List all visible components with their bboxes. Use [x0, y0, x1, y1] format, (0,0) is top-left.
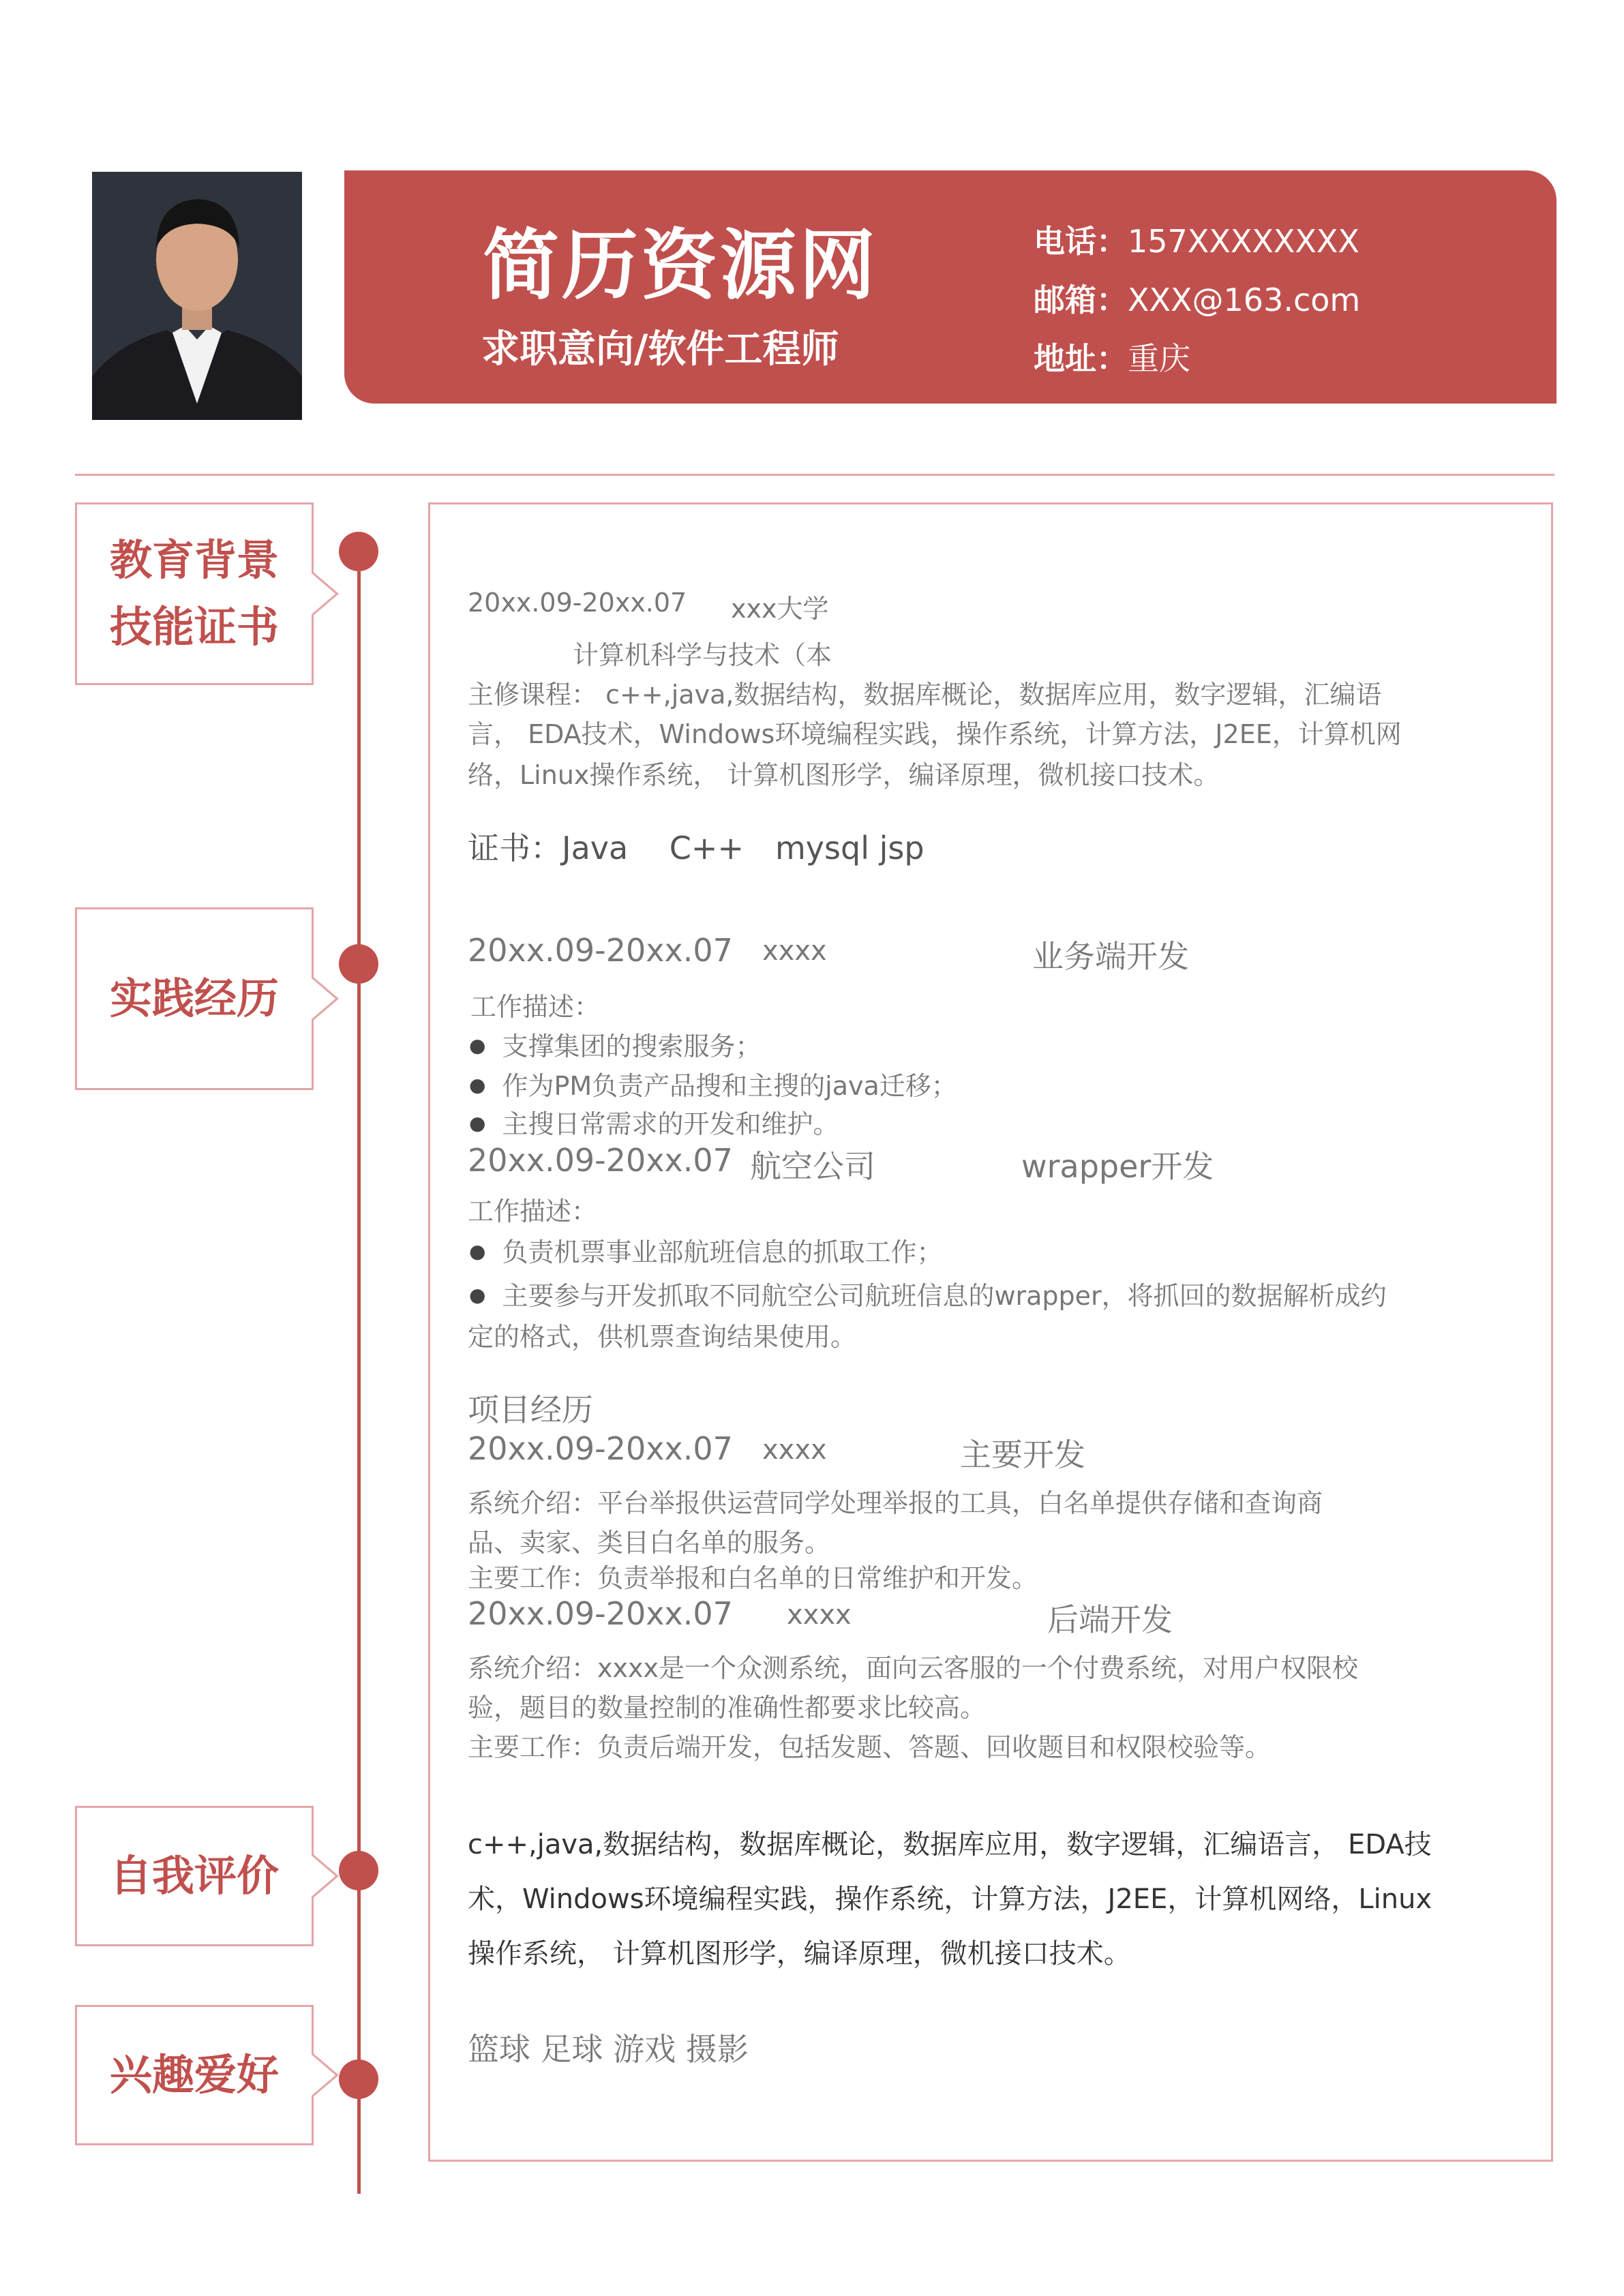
project-line: 验，题目的数量控制的准确性都要求比较高。: [468, 1693, 987, 1723]
certificates: 证书：Java C++ mysql jsp: [468, 830, 924, 866]
self-eval-line: 操作系统， 计算机图形学，编译原理，微机接口技术。: [468, 1938, 1131, 1969]
section-tag-practice: 实践经历: [75, 907, 314, 1090]
project-period: 20xx.09-20xx.07: [468, 1595, 733, 1632]
contact-phone: 电话：157XXXXXXXX: [1034, 223, 1359, 260]
projects-title: 项目经历: [468, 1391, 593, 1428]
hobbies-text: 篮球 足球 游戏 摄影: [468, 2031, 749, 2068]
work-bullet: ● 主要参与开发抓取不同航空公司航班信息的wrapper，将抓回的数据解析成约: [469, 1275, 1387, 1312]
work-desc-label: 工作描述：: [470, 992, 601, 1022]
section-tag-hobbies: 兴趣爱好: [75, 2005, 314, 2145]
timeline-line: [357, 551, 361, 2194]
work-company: 航空公司: [750, 1148, 875, 1185]
work-company: xxxx: [762, 935, 827, 967]
work-role: wrapper开发: [1021, 1148, 1214, 1185]
project-role: 后端开发: [1047, 1601, 1173, 1638]
work-bullet: ● 作为PM负责产品搜和主搜的java迁移；: [469, 1065, 957, 1102]
timeline-dot: [339, 2059, 378, 2099]
divider: [75, 474, 1554, 476]
work-role: 业务端开发: [1032, 938, 1189, 975]
timeline-dot: [339, 532, 378, 571]
project-line: 品、卖家、类目白名单的服务。: [468, 1528, 831, 1558]
project-period: 20xx.09-20xx.07: [468, 1430, 733, 1467]
education-school: xxx大学: [731, 594, 829, 624]
work-period: 20xx.09-20xx.07: [468, 932, 733, 969]
project-line: 主要工作：负责举报和白名单的日常维护和开发。: [468, 1563, 1038, 1593]
work-continuation: 定的格式，供机票查询结果使用。: [468, 1322, 857, 1352]
education-courses-line: 言， EDA技术，Windows环境编程实践，操作系统，计算方法，J2EE，计算机网: [468, 719, 1402, 749]
candidate-name: 简历资源网: [483, 222, 878, 310]
timeline-dot: [339, 944, 378, 984]
self-eval-line: c++,java,数据结构，数据库概论，数据库应用，数字逻辑，汇编语言， EDA技: [468, 1829, 1432, 1860]
contact-address: 地址：重庆: [1034, 340, 1190, 377]
work-bullet: ● 主搜日常需求的开发和维护。: [469, 1103, 839, 1141]
section-tag-self-eval: 自我评价: [75, 1806, 314, 1946]
project-line: 系统介绍：xxxx是一个众测系统，面向云客服的一个付费系统，对用户权限校: [468, 1653, 1358, 1683]
contact-email: 邮箱：XXX@163.com: [1034, 282, 1361, 318]
project-name: xxxx: [762, 1434, 827, 1466]
self-eval-line: 术，Windows环境编程实践，操作系统，计算方法，J2EE，计算机网络，Linux: [468, 1884, 1432, 1915]
project-role: 主要开发: [960, 1436, 1085, 1473]
project-line: 主要工作：负责后端开发，包括发题、答题、回收题目和权限校验等。: [468, 1732, 1272, 1762]
work-desc-label: 工作描述：: [468, 1196, 598, 1226]
job-intent: 求职意向/软件工程师: [481, 327, 839, 372]
education-courses-line: 主修课程： c++,java,数据结构，数据库概论，数据库应用，数字逻辑，汇编语: [468, 680, 1382, 710]
education-period: 20xx.09-20xx.07: [468, 588, 687, 618]
section-tag-education: 教育背景 技能证书: [75, 502, 314, 685]
timeline-dot: [339, 1851, 378, 1890]
profile-photo: [92, 172, 302, 420]
project-name: xxxx: [787, 1599, 852, 1631]
education-courses-line: 络，Linux操作系统， 计算机图形学，编译原理，微机接口技术。: [468, 760, 1220, 790]
person-portrait-icon: [92, 172, 302, 420]
work-bullet: ● 支撑集团的搜索服务；: [469, 1025, 761, 1063]
project-line: 系统介绍：平台举报供运营同学处理举报的工具，白名单提供存储和查询商: [468, 1488, 1323, 1518]
education-major: 计算机科学与技术（本: [573, 640, 832, 670]
work-period: 20xx.09-20xx.07: [468, 1142, 733, 1179]
work-bullet: ● 负责机票事业部航班信息的抓取工作；: [469, 1231, 942, 1269]
